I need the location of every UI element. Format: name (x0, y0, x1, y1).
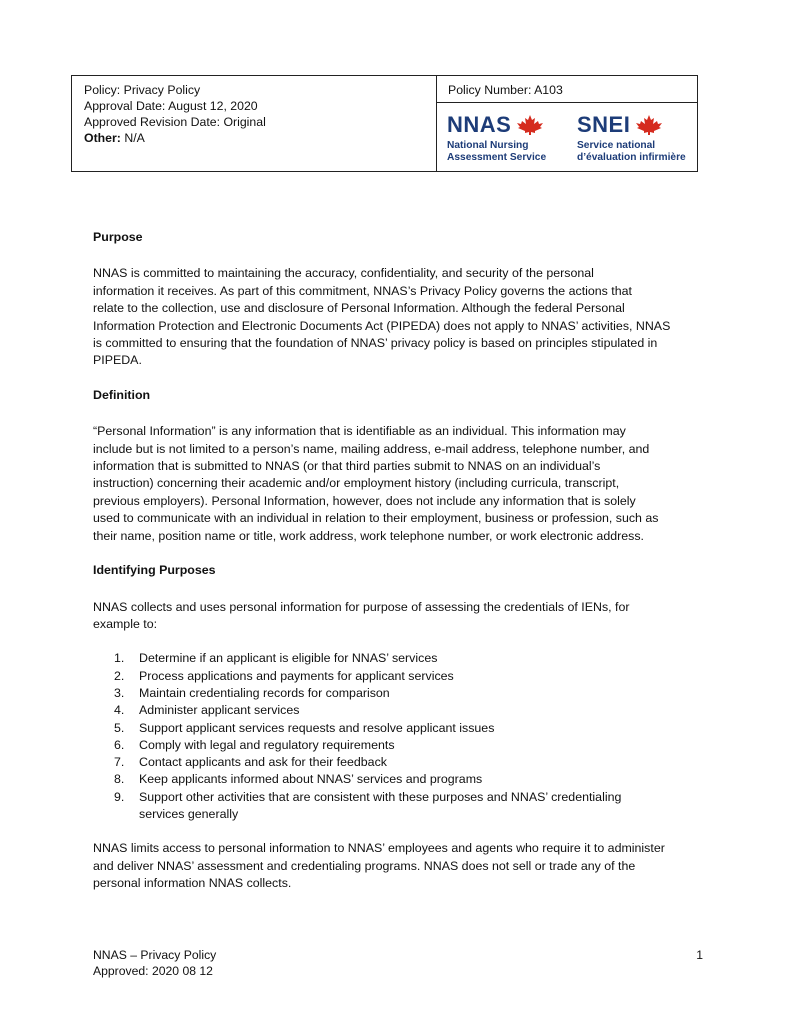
other-value: N/A (120, 131, 145, 145)
text-line: personal information NNAS collects. (93, 876, 292, 891)
document-body (93, 229, 703, 893)
text-line: instruction) concerning their academic and/or employment history (including curricula, transcript, (93, 476, 620, 491)
snei-logo-word: SNEI (577, 112, 631, 137)
list-number: 3. (114, 685, 125, 700)
text-line: information that is submitted to NNAS (or that third parties submit to NNAS on an individual’s (93, 459, 601, 474)
list-text-continued: services generally (139, 806, 239, 821)
list-text: Keep applicants informed about NNAS’ services and programs (139, 772, 483, 787)
text-line: “Personal Information” is any information that is identifiable as an individual. This information may (93, 424, 626, 439)
page-number: 1 (696, 948, 703, 962)
nnas-logo-subtitle-2: Assessment Service (447, 152, 547, 163)
snei-logo (577, 114, 697, 171)
policy-name: Policy: Privacy Policy (84, 83, 201, 97)
footer-title: NNAS – Privacy Policy (93, 948, 217, 962)
text-line: information it receives. As part of this commitment, NNAS’s Privacy Policy governs the actions that (93, 283, 632, 298)
list-number: 8. (114, 772, 125, 787)
text-line: and deliver NNAS’ assessment and credentialing programs. NNAS does not sell or trade any of the (93, 858, 636, 873)
nnas-logo-word: NNAS (447, 112, 512, 137)
list-text: Support other activities that are consistent with these purposes and NNAS’ credentialing (139, 789, 622, 804)
list-text: Determine if an applicant is eligible for NNAS’ services (139, 651, 438, 666)
text-line: their name, position name or title, work address, work telephone number, or work electronic address. (93, 528, 644, 543)
purposes-list (93, 650, 703, 823)
list-item (93, 771, 703, 788)
maple-leaf-icon (636, 115, 662, 135)
purpose-paragraph (93, 265, 703, 369)
list-number: 6. (114, 737, 125, 752)
closing-paragraph (93, 840, 703, 892)
list-item (93, 702, 703, 719)
text-line: is committed to ensuring that the foundation of NNAS’ privacy policy is based on principles stipulated in (93, 336, 658, 351)
policy-number-cell (437, 76, 697, 171)
list-number: 1. (114, 651, 125, 666)
text-line: Information Protection and Electronic Documents Act (PIPEDA) does not apply to NNAS’ activities, NNAS (93, 318, 671, 333)
text-line: NNAS is committed to maintaining the accuracy, confidentiality, and security of the personal (93, 266, 594, 281)
list-text: Maintain credentialing records for comparison (139, 685, 390, 700)
list-text: Process applications and payments for applicant services (139, 668, 454, 683)
text-line: used to communicate with an individual in relation to their employment, business or profession, such as (93, 511, 659, 526)
policy-number: Policy Number: A103 (437, 76, 697, 103)
list-item (93, 789, 703, 824)
text-line: example to: (93, 616, 158, 631)
list-number: 4. (114, 703, 125, 718)
definition-heading: Definition (93, 387, 151, 402)
list-text: Comply with legal and regulatory requirements (139, 737, 395, 752)
identifying-purposes-heading: Identifying Purposes (93, 563, 216, 578)
list-text: Contact applicants and ask for their feedback (139, 755, 387, 770)
purpose-heading: Purpose (93, 230, 143, 244)
list-text: Administer applicant services (139, 703, 300, 718)
list-item (93, 720, 703, 737)
logo-row (437, 103, 697, 171)
definition-paragraph (93, 423, 703, 545)
list-number: 2. (114, 668, 125, 683)
identifying-intro-paragraph (93, 599, 703, 634)
footer-approved: Approved: 2020 08 12 (93, 964, 213, 978)
snei-logo-subtitle-2: d’évaluation infirmière (577, 152, 686, 163)
text-line: include but is not limited to a person’s name, mailing address, e-mail address, telephone number, and (93, 441, 650, 456)
snei-logo-subtitle-1: Service national (577, 140, 656, 151)
list-item (93, 754, 703, 771)
list-number: 7. (114, 755, 125, 770)
list-number: 5. (114, 720, 125, 735)
text-line: previous employers). Personal Information, however, does not include any information that is solely (93, 493, 636, 508)
policy-info-cell (72, 76, 437, 171)
text-line: relate to the collection, use and disclosure of Personal Information. Although the federal Personal (93, 301, 625, 316)
other-label: Other: (84, 131, 121, 145)
policy-header-table (71, 75, 698, 172)
text-line: NNAS limits access to personal information to NNAS’ employees and agents who require it to administer (93, 841, 665, 856)
list-item (93, 668, 703, 685)
nnas-logo (447, 114, 577, 171)
list-item (93, 650, 703, 667)
text-line: PIPEDA. (93, 353, 142, 368)
list-number: 9. (114, 789, 125, 804)
approval-date: Approval Date: August 12, 2020 (84, 99, 258, 113)
text-line: NNAS collects and uses personal information for purpose of assessing the credentials of IENs, for (93, 599, 630, 614)
nnas-logo-subtitle-1: National Nursing (447, 140, 529, 151)
list-text: Support applicant services requests and resolve applicant issues (139, 720, 495, 735)
maple-leaf-icon (517, 115, 543, 135)
revision-date: Approved Revision Date: Original (84, 115, 266, 129)
other-field (84, 130, 436, 146)
page-footer (93, 947, 703, 979)
list-item (93, 685, 703, 702)
list-item (93, 737, 703, 754)
